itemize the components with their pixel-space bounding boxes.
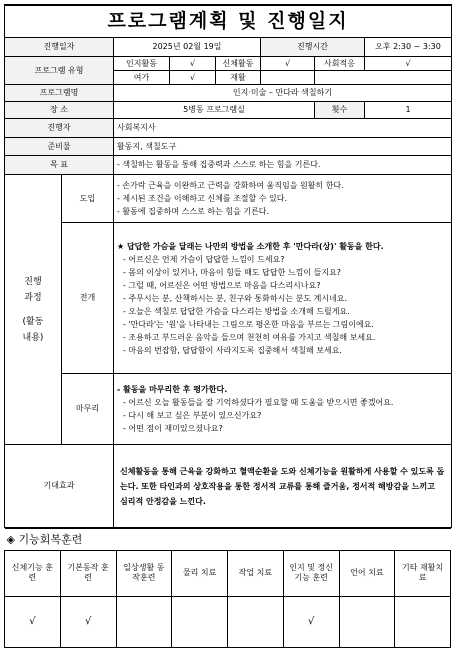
main-heading: ★ 답답한 가슴을 달래는 나만의 방법을 소개한 후 '만다라(상)' 활동을 한다. — [117, 241, 384, 251]
main-item: - 주무시는 분, 산책하시는 분, 친구와 통화하시는 분도 계시네요. — [123, 293, 348, 303]
type-rehab-check — [261, 71, 315, 85]
rehab-mark-daily-living — [116, 596, 172, 647]
type-social-label: 사회적응 — [315, 57, 365, 71]
type-physical-check: √ — [261, 57, 315, 71]
count-value: 1 — [365, 102, 452, 119]
place-label: 장 소 — [5, 102, 114, 119]
main-list — [117, 238, 448, 359]
closing-item: - 어떤 점이 재미있으셨나요? — [123, 424, 223, 433]
rehab-table — [4, 528, 451, 648]
program-plan-table — [4, 4, 452, 528]
main-item: - 어르신은 언제 가슴이 답답한 느낌이 드세요? — [123, 254, 285, 264]
program-name-value: 인지·미술 – 만다라 색칠하기 — [114, 85, 452, 102]
date-value: 2025년 02월 19일 — [114, 38, 261, 57]
type-leisure-check: √ — [170, 71, 216, 85]
main-item: - 오늘은 색칠로 답답한 가슴을 다스리는 방법을 소개해 드릴게요. — [123, 306, 350, 316]
prep-label: 준비물 — [5, 138, 114, 156]
intro-content — [114, 175, 452, 223]
type-cognitive-label: 인지활동 — [114, 57, 170, 71]
rehab-header-speech: 언어 치료 — [339, 550, 395, 596]
rehab-header-row — [5, 550, 451, 596]
main-item: - 조용하고 부드러운 음악을 들으며 천천히 여유를 가지고 색칠해 보세요. — [123, 332, 376, 342]
process-label-line: 과정 — [24, 292, 42, 303]
process-label-line: (활동 — [22, 316, 44, 327]
place-value: 5병동 프로그램실 — [114, 102, 315, 119]
type-empty-cell — [315, 71, 452, 85]
rehab-mark-speech — [339, 596, 395, 647]
intro-label: 도입 — [62, 175, 114, 223]
rehab-header-daily-living: 일상생활 동작훈련 — [116, 550, 172, 596]
time-value: 오후 2:30 ~ 3:30 — [365, 38, 452, 57]
type-rehab-label: 재활 — [216, 71, 261, 85]
process-label-line: 내용) — [22, 332, 44, 343]
closing-label: 마무리 — [62, 374, 114, 445]
rehab-header-physical-therapy: 물리 치료 — [172, 550, 228, 596]
process-label — [5, 175, 62, 445]
rehab-header-cognitive: 인지 및 정신기능 훈련 — [283, 550, 339, 596]
rehab-mark-basic-motion: √ — [60, 596, 116, 647]
type-label: 프로그램 유형 — [5, 57, 114, 85]
rehab-mark-row — [5, 596, 451, 647]
page-title: 프로그램계획 및 진행일지 — [5, 5, 452, 38]
closing-item: - 어르신 오늘 활동들을 잘 기억하셨다가 필요할 때 도움을 받으시면 좋겠어요. — [123, 398, 394, 407]
intro-item: - 제시된 조건을 이해하고 신체를 조절할 수 있다. — [117, 194, 288, 203]
intro-item: - 활동에 집중하며 스스로 하는 힘을 기른다. — [117, 207, 270, 216]
rehab-header-occupational: 작업 치료 — [228, 550, 284, 596]
program-name-label: 프로그램명 — [5, 85, 114, 102]
effect-label: 기대효과 — [5, 445, 114, 528]
main-item: - 몸의 이상이 있거나, 마음이 힘들 때도 답답한 느낌이 들지요? — [123, 267, 342, 277]
main-content — [114, 223, 452, 374]
prep-value: 활동지, 색칠도구 — [114, 138, 452, 156]
process-label-line: 진행 — [24, 276, 42, 287]
intro-list — [117, 177, 448, 220]
rehab-section-title: ◈ 기능회복훈련 — [5, 529, 451, 551]
main-item: - 그럴 때, 어르신은 어떤 방법으로 마음을 다스리시나요? — [123, 280, 321, 290]
closing-content — [114, 374, 452, 445]
rehab-mark-cognitive: √ — [283, 596, 339, 647]
closing-item: - 다시 해 보고 싶은 부분이 있으신가요? — [123, 411, 262, 420]
closing-heading: - 활동을 마무리한 후 평가한다. — [117, 385, 228, 394]
effect-text: 신체활동을 통해 근육을 강화하고 혈액순환을 도와 신체기능을 원활하게 사용할 수 있도록 돕는다. 또한 타인과의 상호작용을 통한 정서적 교류를 통해 즐거움, 정서적 해방감을 느끼고 심리적 안정감을 느낀다. — [114, 445, 452, 528]
closing-list — [117, 381, 448, 437]
rehab-header-other: 기타 재활치료 — [395, 550, 451, 596]
rehab-mark-other — [395, 596, 451, 647]
intro-item: - 손가락 근육을 이완하고 근력을 강화하여 움직임을 원활히 한다. — [117, 181, 344, 190]
leader-label: 진행자 — [5, 119, 114, 138]
main-item: - '만다라'는 '원'을 나타내는 그림으로 평온한 마음을 부르는 그림이에요. — [123, 319, 374, 329]
program-log-document — [4, 4, 451, 648]
count-label: 횟수 — [315, 102, 365, 119]
date-label: 진행일자 — [5, 38, 114, 57]
rehab-header-basic-motion: 기본동작 훈련 — [60, 550, 116, 596]
type-physical-label: 신체활동 — [216, 57, 261, 71]
type-leisure-label: 여가 — [114, 71, 170, 85]
main-label: 전개 — [62, 223, 114, 374]
main-item: - 마음의 번잡함, 답답함이 사라지도록 집중해서 색칠해 보세요. — [123, 345, 342, 355]
leader-value: 사회복지사 — [114, 119, 452, 138]
type-social-check: √ — [365, 57, 452, 71]
goal-value: - 색칠하는 활동을 통해 집중력과 스스로 하는 힘을 기른다. — [114, 156, 452, 175]
rehab-header-physical: 신체기능 훈련 — [5, 550, 61, 596]
rehab-mark-occupational — [228, 596, 284, 647]
rehab-mark-physical-therapy — [172, 596, 228, 647]
rehab-mark-physical: √ — [5, 596, 61, 647]
goal-label: 목 표 — [5, 156, 114, 175]
time-label: 진행시간 — [261, 38, 365, 57]
process-label-line — [8, 306, 58, 314]
type-cognitive-check: √ — [170, 57, 216, 71]
